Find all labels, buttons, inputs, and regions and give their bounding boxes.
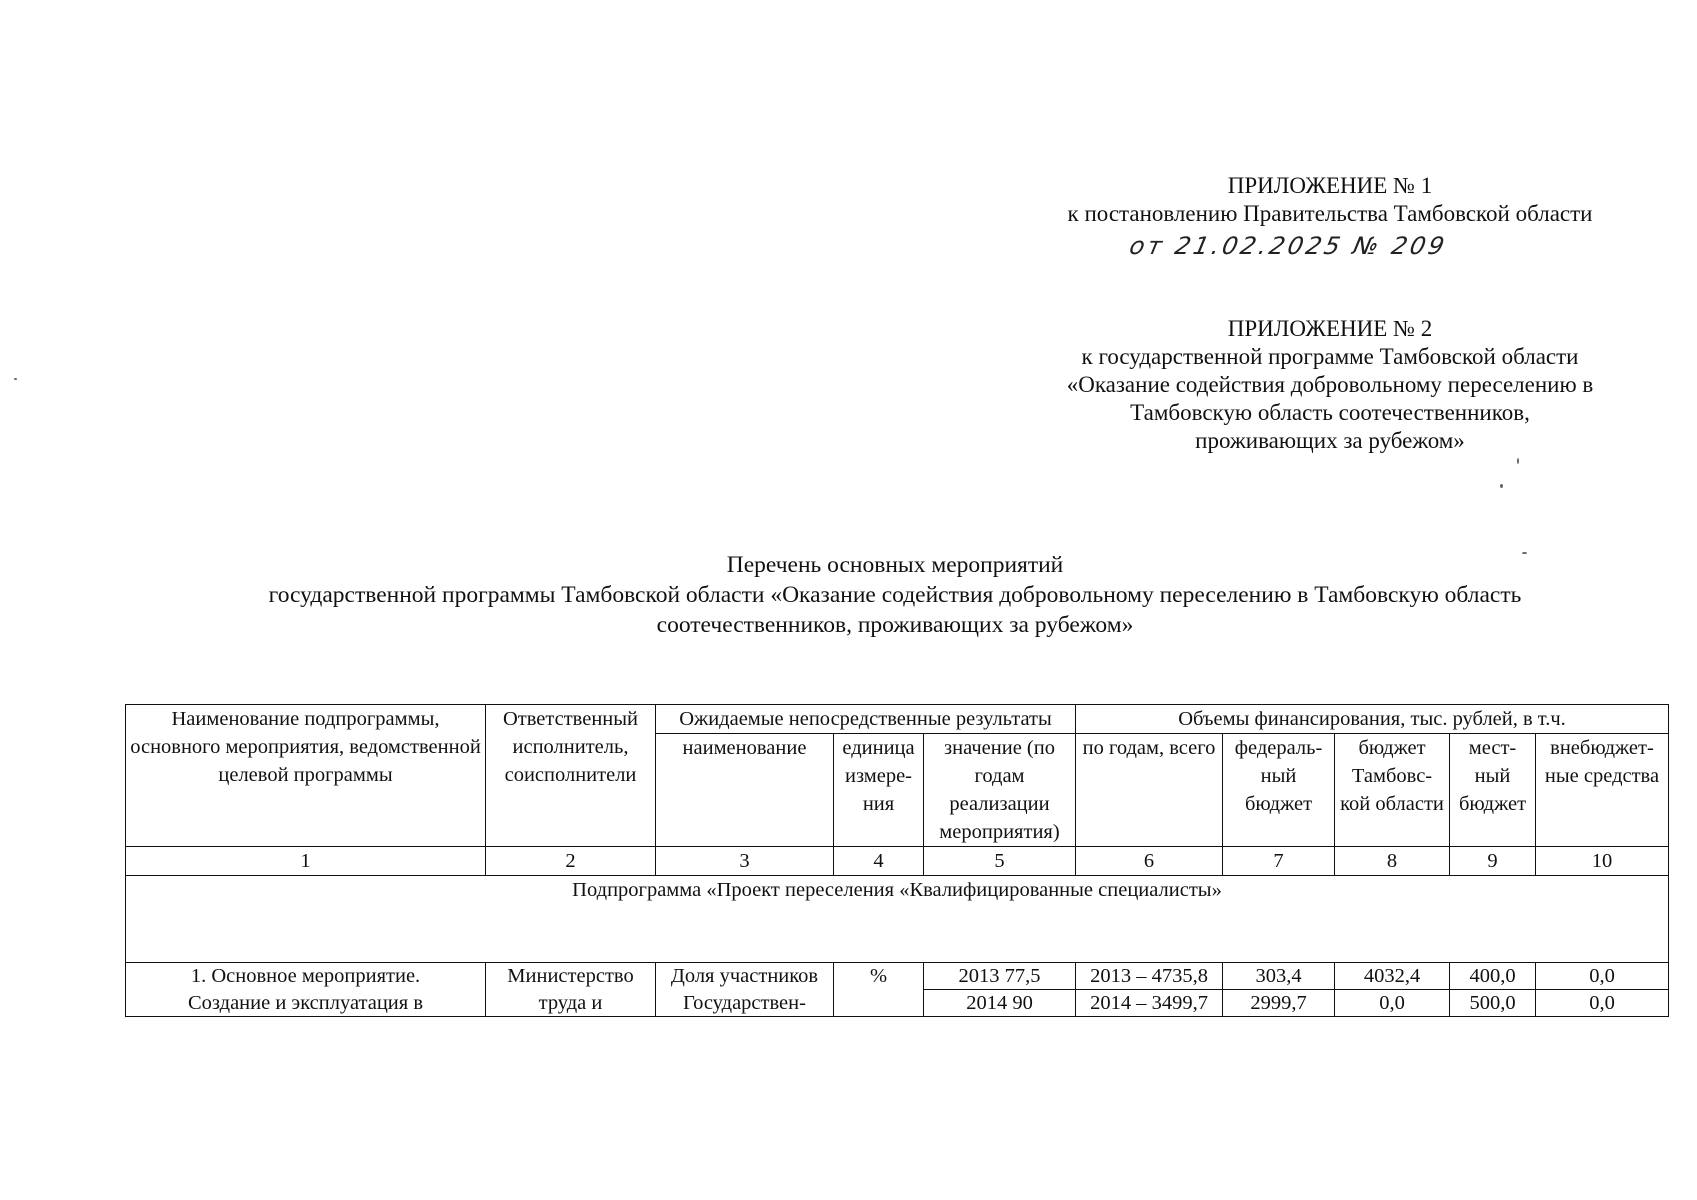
header-value: значение (по годам реализации мероприятия)	[924, 734, 1076, 847]
annex-2-block	[990, 315, 1670, 455]
subprogram-title: Подпрограмма «Проект переселения «Квалифицированные специалисты»	[126, 876, 1669, 963]
annex-2-line: Тамбовскую область соотечественников,	[1130, 400, 1530, 425]
row-cell-result-name: Доля участников	[656, 963, 834, 990]
scan-speck	[1517, 458, 1519, 464]
scan-speck	[1522, 552, 1527, 554]
row-cell-federal: 303,4	[1223, 963, 1335, 990]
table-row	[126, 963, 1669, 990]
row-cell-name: 1. Основное мероприятие.	[126, 963, 486, 990]
handwritten-date-number: от 21.02.2025 № 209	[1127, 232, 1450, 260]
column-number: 7	[1223, 847, 1335, 876]
header-local: мест-ный бюджет	[1450, 734, 1536, 847]
annex-2-title: ПРИЛОЖЕНИЕ № 2	[1227, 316, 1433, 341]
row-cell-total: 2013 – 4735,8	[1076, 963, 1223, 990]
header-unit: единица измере-ния	[834, 734, 924, 847]
row-cell-value: 2014 90	[924, 990, 1076, 1017]
row-cell-unit: %	[834, 963, 924, 1017]
column-number: 8	[1335, 847, 1450, 876]
annex-2-line: «Оказание содействия добровольному переселению в	[1066, 372, 1594, 397]
scan-speck	[1500, 484, 1503, 488]
title-line: государственной программы Тамбовской области «Оказание содействия добровольному переселению в Тамбовскую область	[268, 582, 1522, 608]
column-number: 4	[834, 847, 924, 876]
row-cell-total: 2014 – 3499,7	[1076, 990, 1223, 1017]
row-cell-result-name: Государствен-	[656, 990, 834, 1017]
row-cell-executor: Министерство	[486, 963, 656, 990]
header-expected-results: Ожидаемые непосредственные результаты	[656, 705, 1076, 734]
annex-1-line: к постановлению Правительства Тамбовской области	[1067, 201, 1593, 226]
title-line: Перечень основных мероприятий	[726, 552, 1064, 578]
activities-table	[125, 704, 1669, 1017]
subprogram-row	[126, 876, 1669, 963]
header-row	[126, 705, 1669, 734]
document-title	[110, 550, 1680, 640]
scan-speck	[14, 378, 17, 380]
row-cell-federal: 2999,7	[1223, 990, 1335, 1017]
row-cell-value: 2013 77,5	[924, 963, 1076, 990]
column-number: 10	[1536, 847, 1669, 876]
row-cell-name: Создание и эксплуатация в	[126, 990, 486, 1017]
row-cell-regional: 4032,4	[1335, 963, 1450, 990]
header-name: наименование	[656, 734, 834, 847]
column-number: 3	[656, 847, 834, 876]
row-cell-extra: 0,0	[1536, 990, 1669, 1017]
header-extra: внебюджет-ные средства	[1536, 734, 1669, 847]
column-number: 6	[1076, 847, 1223, 876]
annex-1-block	[990, 172, 1670, 228]
annex-2-line: к государственной программе Тамбовской области	[1081, 344, 1579, 369]
header-col2: Ответственный исполнитель, соисполнители	[486, 705, 656, 847]
row-cell-regional: 0,0	[1335, 990, 1450, 1017]
header-federal: федераль-ный бюджет	[1223, 734, 1335, 847]
header-col1: Наименование подпрограммы, основного мероприятия, ведомственной целевой программы	[126, 705, 486, 847]
header-regional: бюджет Тамбовс-кой области	[1335, 734, 1450, 847]
header-total-by-year: по годам, всего	[1076, 734, 1223, 847]
row-cell-executor: труда и	[486, 990, 656, 1017]
column-numbers-row	[126, 847, 1669, 876]
annex-1-title: ПРИЛОЖЕНИЕ № 1	[1227, 173, 1433, 198]
row-cell-extra: 0,0	[1536, 963, 1669, 990]
column-number: 1	[126, 847, 486, 876]
row-cell-local: 500,0	[1450, 990, 1536, 1017]
annex-2-line: проживающих за рубежом»	[1195, 428, 1465, 453]
row-cell-local: 400,0	[1450, 963, 1536, 990]
header-financing: Объемы финансирования, тыс. рублей, в т.ч.	[1076, 705, 1669, 734]
column-number: 5	[924, 847, 1076, 876]
title-line: соотечественников, проживающих за рубежом»	[656, 612, 1134, 638]
column-number: 9	[1450, 847, 1536, 876]
column-number: 2	[486, 847, 656, 876]
